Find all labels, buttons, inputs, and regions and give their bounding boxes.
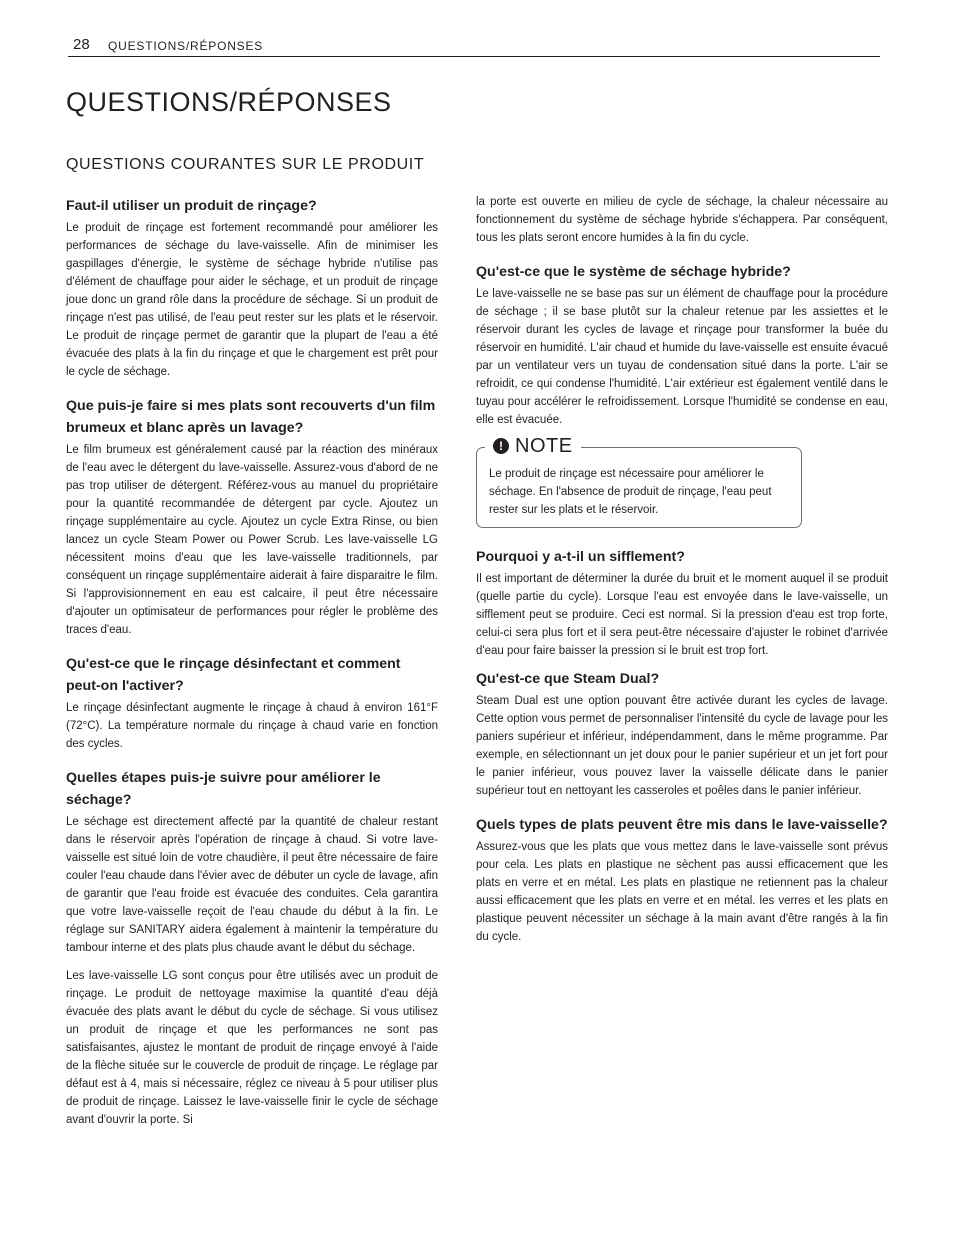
answer-text: Le rinçage désinfectant augmente le rinçage à chaud à environ 161°F (72°C). La température normale du rinçage à chaud varie en fonction des cycles. xyxy=(66,702,438,750)
note-label: NOTE xyxy=(515,435,573,457)
section-title: QUESTIONS COURANTES SUR LE PRODUIT xyxy=(66,156,425,173)
right-column xyxy=(476,193,888,946)
answer-text: Le séchage est directement affecté par la quantité de chaleur restant dans le réservoir après l'opération de rinçage à chaud. Si votre lave-vaisselle est situé loin de votre chaudière, il peut être nécessaire de faire couler l'eau chaude dans l'évier avec de débuter un cycle de lavage, afin de garantir que l'eau froide est évacuée des conduites. Cela garantira que votre lave-vaisselle reçoit de l'eau chaude du début à la fin. Le réglage sur SANITARY aidera également à maintenir la température du tambour interne et des plats plus chaude avant le début du séchage. xyxy=(66,816,438,954)
answer-text: Le lave-vaisselle ne se base pas sur un élément de chauffage pour la procédure de séchage ; il se base plutôt sur la chaleur retenue par les assiettes et le réservoir durant les cycles de lavage et rinçage pour transformer la buée du réservoir en humidité. L'air chaud et humide du lave-vaisselle est ensuite évacué par un ventilateur vers un tuyau de condensation situé dans la porte. L'air se refroidit, ce qui condense l'humidité. L'air extérieur est également ventilé dans le tuyau pour accélérer le refroidissement. Lorsque l'humidité se condense en eau, elle est évacuée. xyxy=(476,288,888,426)
qa-whistling xyxy=(476,546,888,660)
question-heading: Qu'est-ce que Steam Dual? xyxy=(476,671,660,687)
left-column xyxy=(66,195,438,1129)
continuation-text: la porte est ouverte en milieu de cycle de séchage, la chaleur nécessaire au fonctionnement du système de séchage hybride s'échappera. Par conséquent, tous les plats seront encore humides à la fin du cycle. xyxy=(476,196,888,244)
page-header xyxy=(68,36,880,57)
note-header xyxy=(485,434,581,458)
page-number: 28 xyxy=(73,36,90,53)
answer-text: Le film brumeux est généralement causé par la réaction des minéraux de l'eau avec le détergent du lave-vaisselle. Assurez-vous d'abord de ne pas trop utiliser de détergent. Référez-vous au manuel du propriétaire pour la quantité recommandée de détergent par cycle. Ajoutez un rinçage supplémentaire au cycle. Ajoutez un cycle Extra Rinse, ou bien lancez un cycle Steam Power ou Power Scrub. Les lave-vaisselle LG nécessitent moins d'eau que les lave-vaisselle traditionnels, par conséquent un rinçage supplémentaire aiderait à faire disparaitre le film. Si l'approvisionnement en eau est calcaire, il peut être nécessaire d'ajouter un optimisateur de performances pour régler le problème des traces d'eau. xyxy=(66,444,438,636)
question-heading: Quels types de plats peuvent être mis dans le lave-vaisselle? xyxy=(476,817,888,833)
qa-dish-types xyxy=(476,814,888,946)
answer-text: Steam Dual est une option pouvant être activée durant les cycles de lavage. Cette option vous permet de personnaliser l'intensité du cycle de lavage pour les paniers supérieur et inférieur, indépendamment, dans le même programme. Par exemple, en sélectionnant un jet doux pour le panier supérieur et un jet fort pour le panier inférieur, vous pouvez laver la vaisselle délicate dans le panier supérieur tout en nettoyant les casseroles et poêles dans le panier inférieur. xyxy=(476,695,888,797)
note-text: Le produit de rinçage est nécessaire pour améliorer le séchage. En l'absence de produit de rinçage, l'eau peut rester sur les plats et le réservoir. xyxy=(489,468,772,516)
answer-text: Il est important de déterminer la durée du bruit et le moment auquel il se produit (quelle partie du cycle). Lorsque l'eau est envoyée dans le lave-vaisselle, un sifflement peut se produire. Ceci est normal. Si la pression d'eau est trop forte, celui-ci sera plus fort et il sera peut-être nécessaire d'ajuster le robinet d'arrivée d'eau pour faire baisser la pression si le bruit est trop fort. xyxy=(476,573,888,657)
qa-rinse-aid xyxy=(66,195,438,381)
answer-text: Les lave-vaisselle LG sont conçus pour être utilisés avec un produit de rinçage. Le produit de nettoyage maximise la quantité d'eau déjà évacuée des plats avant le début du cycle de séchage. Si vous utilisez un produit de rinçage et que les performances ne sont pas satisfaisantes, ajustez le montant de produit de rinçage envoyé à l'aide de la flèche située sur le couvercle de produit de rinçage. Le réglage par défaut est à 4, mais si nécessaire, réglez ce niveau à 5 pour utiliser plus de produit de rinçage. Laissez le lave-vaisselle finir le cycle de séchage avant d'ouvrir la porte. Si xyxy=(66,970,438,1126)
qa-cloudy-film xyxy=(66,395,438,639)
page-title: QUESTIONS/RÉPONSES xyxy=(66,87,392,117)
note-box xyxy=(476,435,802,528)
question-heading: Faut-il utiliser un produit de rinçage? xyxy=(66,198,317,214)
running-title: QUESTIONS/RÉPONSES xyxy=(108,39,264,53)
qa-improve-drying xyxy=(66,767,438,1129)
exclamation-icon: ! xyxy=(493,438,509,454)
answer-text: Assurez-vous que les plats que vous mettez dans le lave-vaisselle sont prévus pour cela. Les plats en plastique ne sèchent pas aussi efficacement que les plats en verre et en métal. Les plats en plastique ne retiennent pas la chaleur aussi efficacement que les plats en verre et en métal. les verres et les plats en plastique peuvent nécessiter un séchage à la main avant d'être rangés à la fin du cycle. xyxy=(476,841,888,943)
qa-hybrid-drying xyxy=(476,261,888,429)
question-heading: Pourquoi y a-t-il un sifflement? xyxy=(476,549,685,565)
qa-steam-dual xyxy=(476,668,888,800)
question-heading: Quelles étapes puis-je suivre pour améliorer le séchage? xyxy=(66,770,381,808)
question-heading: Que puis-je faire si mes plats sont recouverts d'un film brumeux et blanc après un lavage? xyxy=(66,398,436,436)
question-heading: Qu'est-ce que le rinçage désinfectant et comment peut-on l'activer? xyxy=(66,656,401,694)
qa-sanitizing-rinse xyxy=(66,653,438,753)
answer-text: Le produit de rinçage est fortement recommandé pour améliorer les performances de séchage du lave-vaisselle. Afin de minimiser les gaspillages d'énergie, le système de séchage hybride n'utilise pas d'élément de chauffage pour aider le séchage, et un produit de rinçage joue donc un grand rôle dans la procédure de séchage. Si un produit de rinçage n'est pas utilisé, de l'eau peut rester sur les plats et le réservoir. Le produit de rinçage permet de garantir que la plupart de l'eau a été évacuée des plats à la fin du rinçage et que le chargement est prêt pour le cycle de séchage. xyxy=(66,222,438,378)
question-heading: Qu'est-ce que le système de séchage hybride? xyxy=(476,264,791,280)
